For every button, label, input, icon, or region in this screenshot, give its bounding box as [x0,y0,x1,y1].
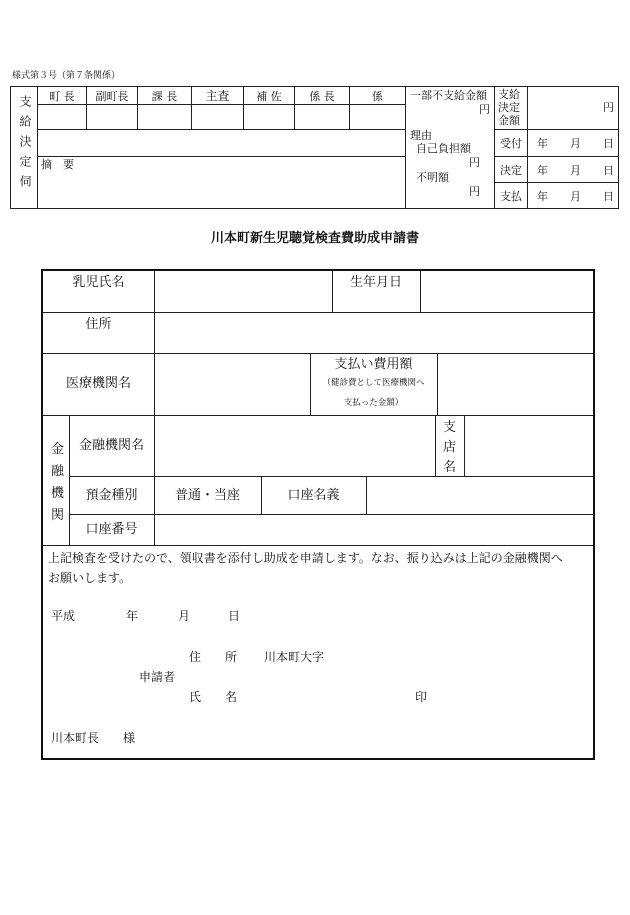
decided-amount-value-cell [528,87,619,130]
stamp-box-chief-officer[interactable] [192,105,244,130]
address-field[interactable] [155,313,593,353]
date-label-payment: 支払 [500,190,522,203]
stamp-box-unit-chief[interactable] [295,105,350,130]
row-divider [43,545,593,546]
date-value-decision-cell[interactable] [528,157,619,183]
decided-amount-label-1: 支給 [498,88,520,101]
date-era: 平成 [51,609,76,623]
self-burden-yen: 円 [469,155,480,169]
deposit-type-value[interactable]: 普通・当座 [174,488,240,503]
bank-name-label: 金融機関名 [78,438,144,453]
stamp-box-extra[interactable] [38,130,406,157]
summary-cell[interactable] [38,157,406,209]
birthdate-label: 生年月日 [349,275,402,290]
addressee: 川本町長 様 [51,731,136,745]
unknown-amount-yen: 円 [469,184,480,198]
date-value-payment: 年 月 日 [537,190,614,203]
decided-amount-yen: 円 [603,101,614,114]
date-label-decision: 決定 [500,164,522,177]
col-divider [435,415,436,476]
medical-institution-label: 医療機関名 [65,376,131,391]
approval-col-mayor: 町 長 [38,87,87,105]
partial-unpaid-cell [406,87,495,130]
date-value-reception: 年 月 日 [537,137,614,150]
unknown-amount-label: 不明額 [416,170,449,184]
statement-line-2: お願いします。 [48,571,132,585]
date-label-payment-cell [495,183,528,209]
approval-col-chief-officer: 主査 [192,87,244,105]
date-value-reception-cell[interactable] [528,130,619,157]
approval-col-section-chief: 課 長 [138,87,192,105]
account-holder-field[interactable] [367,477,593,514]
form-number: 様式第３号（第７条関係） [12,71,121,81]
application-form [41,269,595,760]
account-holder-label: 口座名義 [287,488,340,503]
summary-label: 摘 要 [41,158,74,171]
partial-unpaid-yen: 円 [479,103,490,116]
stamp-box-staff[interactable] [350,105,406,130]
decided-amount-label-cell [495,87,528,130]
infant-name-field[interactable] [155,271,331,312]
date-value-decision: 年 月 日 [537,164,614,177]
applicant-address-label: 住 所 [189,650,238,664]
approval-col-staff: 係 [350,87,406,105]
stamp-box-section-chief[interactable] [138,105,192,130]
date-month: 月 [178,609,191,623]
approval-side-label: 支給決定伺 [18,95,32,195]
stamp-box-assistant[interactable] [244,105,295,130]
date-year: 年 [126,609,139,623]
page-title: 川本町新生児聴覚検査費助成申請書 [210,231,419,246]
approval-table [10,86,619,209]
payment-amount-label: 支払い費用額 [334,357,413,372]
account-number-label: 口座番号 [85,522,138,537]
statement-line-1: 上記検査を受けたので、領収書を添付し助成を申請します。なお、振り込みは上記の金融機関へ [48,551,563,565]
approval-col-unit-chief: 係 長 [295,87,350,105]
stamp-box-mayor[interactable] [38,105,87,130]
approval-side-label-cell [11,87,38,209]
reason-cell [406,130,495,209]
bank-name-field[interactable] [155,416,434,476]
infant-name-label: 乳児氏名 [72,275,125,290]
payment-amount-note-2: 支払った金額） [343,398,404,408]
approval-col-assistant: 補 佐 [244,87,295,105]
date-label-reception-cell [495,130,528,157]
payment-amount-field[interactable] [438,354,593,415]
approval-col-deputy-mayor: 副町長 [87,87,138,105]
applicant-label: 申請者 [139,670,176,684]
birthdate-field[interactable] [421,271,593,312]
decided-amount-label-3: 金額 [498,114,520,127]
payment-amount-note-1: （健診費として医療機関へ [322,378,425,388]
date-day: 日 [228,609,241,623]
applicant-address-value[interactable]: 川本町大字 [264,650,325,664]
decided-amount-label-2: 決定 [498,101,520,114]
financial-label: 金融機関 [51,442,65,523]
seal-mark: 印 [415,690,428,704]
medical-institution-field[interactable] [155,354,309,415]
date-label-decision-cell [495,157,528,183]
address-label: 住所 [85,317,112,332]
date-label-reception: 受付 [500,137,522,150]
stamp-box-deputy-mayor[interactable] [87,105,138,130]
applicant-name-label: 氏 名 [189,690,238,704]
partial-unpaid-label: 一部不支給金額 [410,89,487,102]
reason-label: 理由 [410,128,432,142]
branch-label: 支店名 [443,420,457,475]
date-value-payment-cell[interactable] [528,183,619,209]
self-burden-label: 自己負担額 [416,141,471,155]
account-number-field[interactable] [155,515,593,545]
deposit-type-label: 預金種別 [85,488,138,503]
branch-field[interactable] [465,416,593,476]
